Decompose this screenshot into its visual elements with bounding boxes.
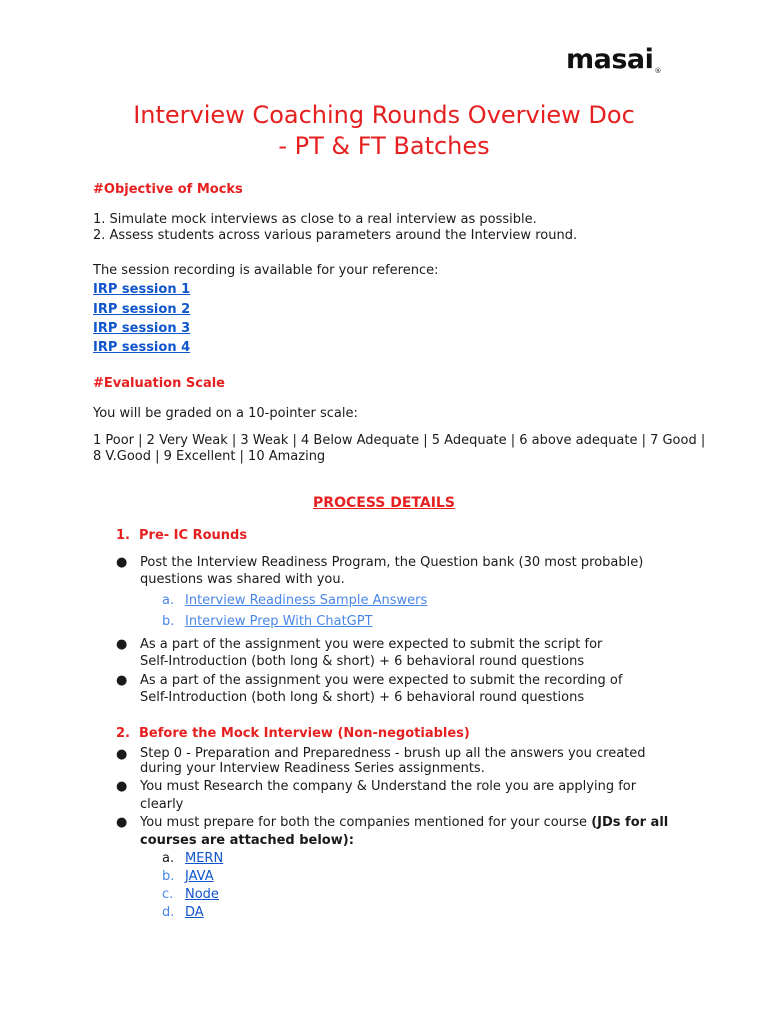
evaluation-scale-line-2: 8 V.Good | 9 Excellent | 10 Amazing (93, 449, 326, 464)
masai-logo: masai® (566, 44, 661, 75)
process-details-heading: PROCESS DETAILS (313, 495, 455, 511)
irp-session-1-link[interactable]: IRP session 1 (93, 282, 191, 297)
irp-session-2-link[interactable]: IRP session 2 (93, 302, 191, 317)
chatgpt-prep-link[interactable]: Interview Prep With ChatGPT (185, 614, 373, 629)
irp-session-4-link[interactable]: IRP session 4 (93, 340, 191, 355)
objective-point-2: 2. Assess students across various parameters around the Interview round. (93, 228, 578, 243)
sample-answers-item: a. Interview Readiness Sample Answers (162, 593, 428, 608)
bullet-dot-icon: ● (116, 815, 128, 830)
evaluation-heading: #Evaluation Scale (93, 376, 225, 391)
da-jd-link[interactable]: DA (185, 905, 204, 920)
java-jd-link[interactable]: JAVA (185, 869, 214, 884)
recording-note: The session recording is available for your reference: (93, 263, 439, 278)
irp-session-3-link[interactable]: IRP session 3 (93, 321, 191, 336)
course-item-java: b. JAVA (162, 869, 214, 884)
course-item-mern: a. MERN (162, 851, 224, 866)
objective-heading: #Objective of Mocks (93, 182, 243, 197)
title-line-2: - PT & FT Batches (278, 132, 490, 160)
course-item-da: d. DA (162, 905, 204, 920)
section-2-heading: 2. Before the Mock Interview (Non-negotiables) (116, 726, 470, 741)
evaluation-scale-line-1: 1 Poor | 2 Very Weak | 3 Weak | 4 Below Adequate | 5 Adequate | 6 above adequate | 7 Good | (93, 433, 706, 448)
sample-answers-link[interactable]: Interview Readiness Sample Answers (185, 593, 428, 608)
node-jd-link[interactable]: Node (185, 887, 219, 902)
mern-jd-link[interactable]: MERN (185, 851, 224, 866)
evaluation-intro: You will be graded on a 10-pointer scale: (93, 406, 358, 421)
bullet-dot-icon: ● (116, 673, 128, 688)
bullet-dot-icon: ● (116, 779, 128, 794)
chatgpt-prep-item: b. Interview Prep With ChatGPT (162, 614, 373, 629)
bullet-dot-icon: ● (116, 637, 128, 652)
objective-point-1: 1. Simulate mock interviews as close to a real interview as possible. (93, 212, 537, 227)
document-title (60, 100, 708, 162)
course-item-node: c. Node (162, 887, 219, 902)
bullet-dot-icon: ● (116, 555, 128, 570)
bullet-dot-icon: ● (116, 747, 128, 762)
title-line-1: Interview Coaching Rounds Overview Doc (133, 101, 635, 129)
section-1-heading: 1. Pre- IC Rounds (116, 528, 248, 543)
